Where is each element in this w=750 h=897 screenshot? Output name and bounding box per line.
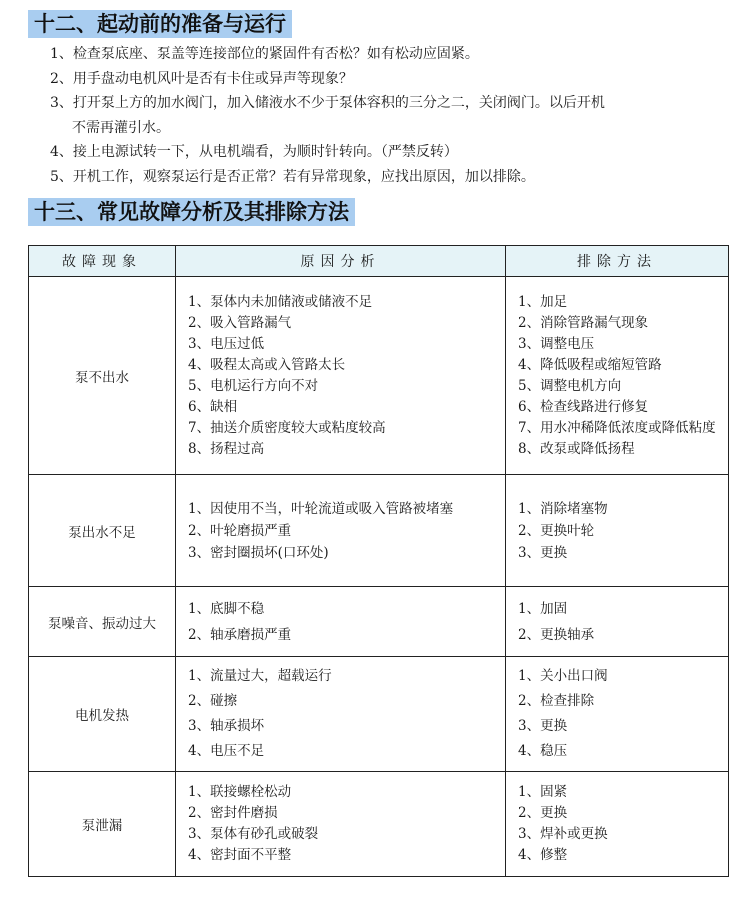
cause-item: 4、电压不足 [188,743,265,759]
cause-item: 2、吸入管路漏气 [188,314,292,331]
cause-item: 7、抽送介质密度较大或粘度较高 [188,419,386,436]
fix-item: 4、修整 [518,847,568,863]
cause-item: 2、碰擦 [188,693,238,709]
fix-item: 2、更换轴承 [518,626,595,643]
fix-cell [506,772,729,877]
fix-item: 2、消除管路漏气现象 [518,314,649,331]
step-item: 3、打开泵上方的加水阀门，加入储液水不少于泵体容积的三分之二，关闭阀门。以后开机 [50,95,605,111]
cause-item: 1、流量过大，超载运行 [188,668,332,684]
fix-item: 2、更换叶轮 [518,522,595,539]
fix-item: 1、加固 [518,600,568,617]
header-symptom: 故障现象 [29,246,176,277]
section-12-title: 十二、起动前的准备与运行 [28,10,292,38]
cause-item: 6、缺相 [188,398,238,415]
cause-item: 2、轴承磨损严重 [188,626,292,643]
symptom-cell: 电机发热 [29,657,176,772]
fix-cell [506,475,729,587]
step-item: 2、用手盘动电机风叶是否有卡住或异声等现象？ [50,70,353,87]
fix-item: 1、消除堵塞物 [518,500,608,517]
cause-item: 4、密封面不平整 [188,847,292,863]
symptom-cell: 泵泄漏 [29,772,176,877]
fix-cell [506,277,729,475]
cause-cell [176,772,506,877]
section-13-title: 十三、常见故障分析及其排除方法 [28,198,355,226]
cause-cell [176,475,506,587]
cause-item: 2、叶轮磨损严重 [188,522,292,539]
header-cause: 原因分析 [176,246,506,277]
fix-item: 4、降低吸程或缩短管路 [518,356,662,373]
cause-item: 5、电机运行方向不对 [188,377,319,394]
table-row [29,772,729,877]
table-header-row [29,246,729,277]
cause-item: 1、底脚不稳 [188,600,265,617]
table-row [29,475,729,587]
cause-item: 3、轴承损坏 [188,718,265,734]
cause-item: 3、密封圈损坏(口环处) [188,544,329,561]
cause-item: 1、因使用不当，叶轮流道或吸入管路被堵塞 [188,500,454,517]
fix-item: 3、调整电压 [518,335,595,352]
fix-item: 8、改泵或降低扬程 [518,440,635,457]
fix-item: 2、检查排除 [518,693,595,709]
fix-item: 3、更换 [518,718,568,734]
cause-item: 4、吸程太高或入管路太长 [188,356,346,373]
table-row [29,587,729,657]
fix-cell [506,587,729,657]
cause-item: 1、联接螺栓松动 [188,784,292,800]
symptom-cell: 泵出水不足 [29,475,176,587]
fix-item: 3、焊补或更换 [518,826,608,842]
table-row [29,277,729,475]
symptom-cell: 泵不出水 [29,277,176,475]
symptom-cell: 泵噪音、振动过大 [29,587,176,657]
step-item: 1、检查泵底座、泵盖等连接部位的紧固件有否松？如有松动应固紧。 [50,46,479,62]
header-fix: 排除方法 [506,246,729,277]
fix-item: 3、更换 [518,544,568,561]
table-row [29,657,729,772]
cause-item: 2、密封件磨损 [188,805,278,821]
fix-item: 1、加足 [518,293,568,310]
fix-item: 1、关小出口阀 [518,668,608,684]
fix-item: 6、检查线路进行修复 [518,398,649,415]
cause-cell [176,657,506,772]
step-item: 4、接上电源试转一下，从电机端看，为顺时针转向。（严禁反转） [50,144,458,160]
cause-item: 8、扬程过高 [188,440,265,457]
fix-item: 4、稳压 [518,743,568,759]
fix-item: 2、更换 [518,805,568,821]
startup-steps-list [50,42,605,189]
step-item: 5、开机工作，观察泵运行是否正常？若有异常现象，应找出原因，加以排除。 [50,168,535,185]
cause-item: 3、电压过低 [188,335,265,352]
fix-cell [506,657,729,772]
step-item-continuation: 不需再灌引水。 [72,119,170,136]
cause-cell [176,277,506,475]
cause-cell [176,587,506,657]
troubleshooting-table [28,245,729,877]
cause-item: 3、泵体有砂孔或破裂 [188,826,319,842]
fix-item: 5、调整电机方向 [518,377,622,394]
fix-item: 1、固紧 [518,784,568,800]
fix-item: 7、用水冲稀降低浓度或降低粘度 [518,419,716,436]
cause-item: 1、泵体内未加储液或储液不足 [188,293,373,310]
